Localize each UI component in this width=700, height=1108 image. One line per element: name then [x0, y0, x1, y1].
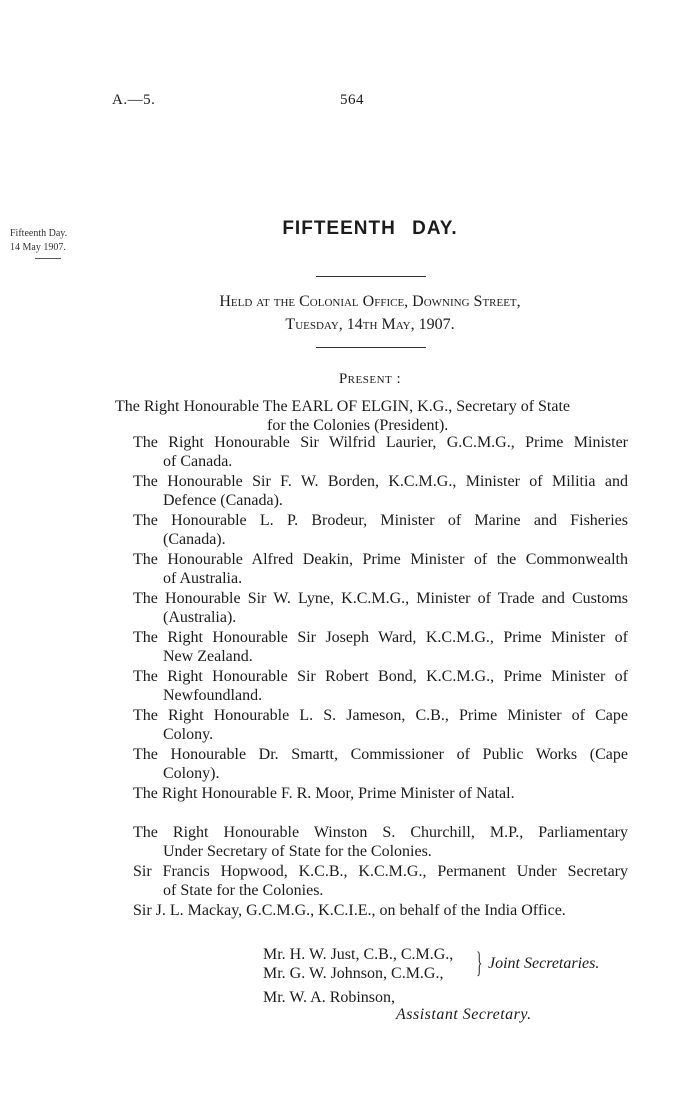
- attendee-line-1: The Honourable Alfred Deakin, Prime Minister of the Commonwealth: [133, 551, 628, 568]
- meeting-location: Held at the Colonial Office, Downing Street,: [219, 293, 521, 310]
- divider-bottom: [316, 347, 426, 348]
- attendee-line-2: of State for the Colonies.: [163, 882, 324, 899]
- attendee-entry: [133, 472, 628, 510]
- joint-secretary-2: Mr. G. W. Johnson, C.M.G.,: [263, 965, 444, 982]
- attendee-entry: [133, 823, 628, 861]
- divider-top: [316, 276, 426, 277]
- attendee-line-2: of Australia.: [163, 570, 243, 587]
- joint-secretary-1: Mr. H. W. Just, C.B., C.M.G.,: [263, 946, 454, 963]
- attendee-line-1: The Honourable Sir F. W. Borden, K.C.M.G., Minister of Militia and: [133, 473, 628, 490]
- attendee-line-1: The Right Honourable Sir Wilfrid Laurier, G.C.M.G., Prime Minister: [133, 434, 628, 451]
- joint-secretaries-label: Joint Secretaries.: [488, 955, 600, 972]
- attendee-line-1: The Right Honourable Sir Joseph Ward, K.C.M.G., Prime Minister of: [133, 629, 628, 646]
- attendee-line-1: The Right Honourable L. S. Jameson, C.B., Prime Minister of Cape: [133, 707, 628, 724]
- attendee-entry: [133, 862, 628, 900]
- attendee-entry: [133, 433, 628, 471]
- attendee-line-1: The Right Honourable Sir Robert Bond, K.C.M.G., Prime Minister of: [133, 668, 628, 685]
- assistant-secretary-name: Mr. W. A. Robinson,: [263, 989, 396, 1006]
- attendee-line-1: The Honourable L. P. Brodeur, Minister of Marine and Fisheries: [133, 512, 628, 529]
- attendee-entry: [133, 901, 628, 920]
- attendee-line-2: Colony).: [163, 765, 220, 782]
- attendee-line-2: Defence (Canada).: [163, 492, 283, 509]
- attendee-line-2: Under Secretary of State for the Colonies.: [163, 843, 432, 860]
- attendee-line-1: Sir J. L. Mackay, G.C.M.G., K.C.I.E., on behalf of the India Office.: [133, 902, 566, 919]
- attendee-line-1: The Honourable Sir W. Lyne, K.C.M.G., Minister of Trade and Customs: [133, 590, 628, 607]
- page-title: FIFTEENTH DAY.: [282, 218, 458, 239]
- attendee-entry: [133, 784, 628, 803]
- attendee-entry: [133, 550, 628, 588]
- attendee-entry: [133, 745, 628, 783]
- attendee-line-1: The Right Honourable Winston S. Churchill, M.P., Parliamentary: [133, 824, 628, 841]
- margin-note-day: Fifteenth Day.: [10, 228, 68, 239]
- attendee-line-2: (Canada).: [163, 531, 226, 548]
- attendee-entry: [133, 589, 628, 627]
- attendee-line-1: Sir Francis Hopwood, K.C.B., K.C.M.G., Permanent Under Secretary: [133, 863, 628, 880]
- attendee-entry: [133, 628, 628, 666]
- attendee-line-2: of Canada.: [163, 453, 233, 470]
- brace-glyph: }: [476, 946, 483, 979]
- document-reference: A.—5.: [112, 92, 156, 108]
- president-line-2: for the Colonies (President).: [267, 417, 449, 434]
- attendee-entry: [133, 706, 628, 744]
- margin-note-rule: [35, 258, 61, 259]
- president-line-1: The Right Honourable The EARL OF ELGIN, K.G., Secretary of State: [115, 398, 571, 415]
- attendee-entry: [133, 667, 628, 705]
- assistant-secretary-label: Assistant Secretary.: [396, 1006, 532, 1023]
- attendee-line-2: (Australia).: [163, 609, 237, 626]
- present-heading: Present :: [338, 371, 402, 387]
- margin-note-date: 14 May 1907.: [10, 242, 66, 253]
- attendee-line-1: The Right Honourable F. R. Moor, Prime Minister of Natal.: [133, 785, 515, 802]
- president-entry: [115, 397, 630, 435]
- attendee-line-2: New Zealand.: [163, 648, 253, 665]
- page-number: 564: [340, 92, 364, 108]
- attendee-line-2: Newfoundland.: [163, 687, 263, 704]
- attendee-line-2: Colony.: [163, 726, 214, 743]
- meeting-date: Tuesday, 14th May, 1907.: [285, 316, 455, 333]
- attendee-line-1: The Honourable Dr. Smartt, Commissioner of Public Works (Cape: [133, 746, 628, 763]
- attendee-entry: [133, 511, 628, 549]
